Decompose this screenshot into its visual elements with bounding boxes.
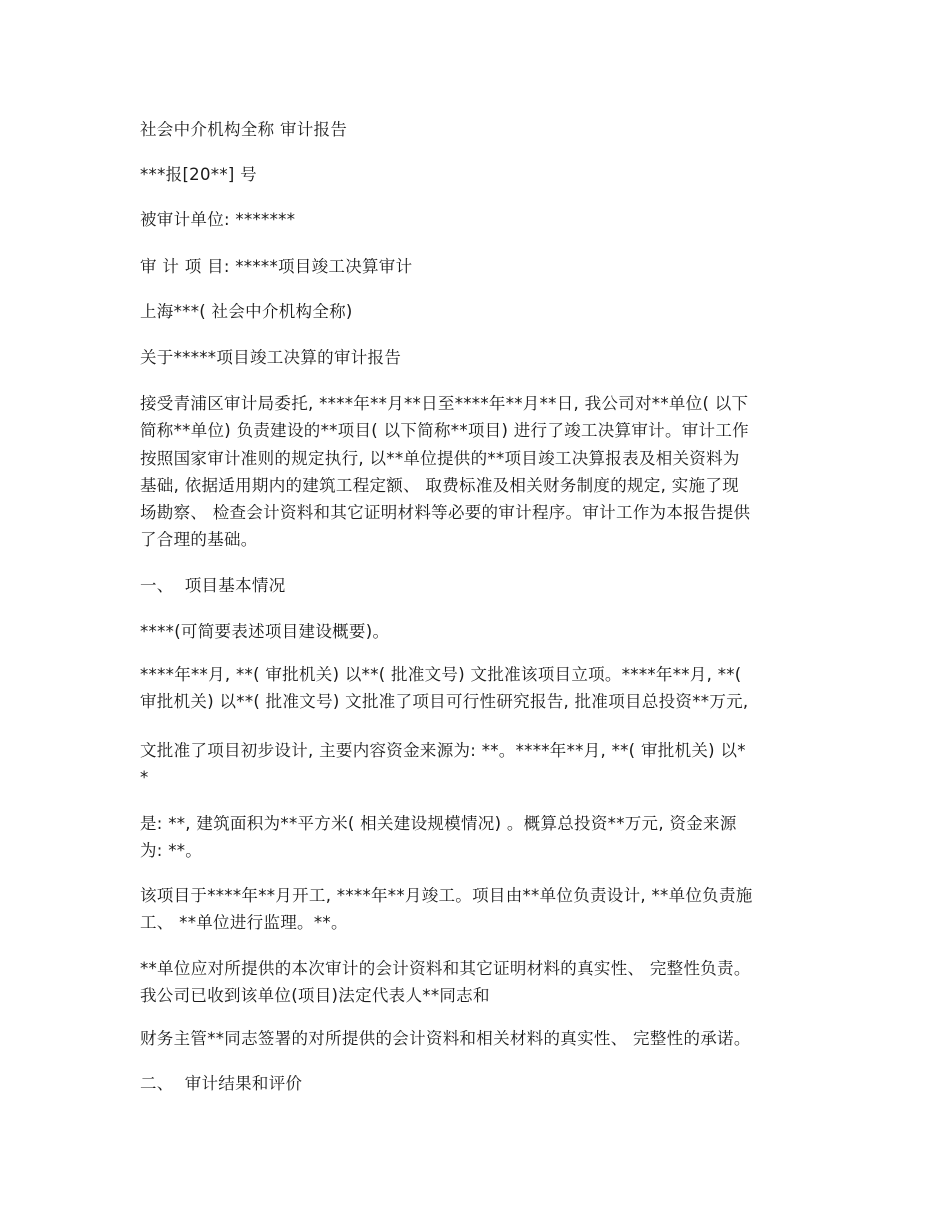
section-1-heading: 一、 项目基本情况: [140, 576, 286, 595]
intro-line: 基础, 依据适用期内的建筑工程定额、 取费标准及相关财务制度的规定, 实施了现: [140, 475, 739, 495]
design-line: *: [140, 768, 149, 788]
intro-line: 场勘察、 检查会计资料和其它证明材料等必要的审计程序。审计工作为本报告提供: [140, 503, 751, 523]
issuer: 上海***( 社会中介机构全称): [140, 302, 353, 321]
project-summary: ****(可简要表述项目建设概要)。: [140, 622, 390, 641]
intro-line: 接受青浦区审计局委托, ****年**月**日至****年**月**日, 我公司对**单位( 以下: [140, 394, 749, 413]
responsibility-line: 我公司已收到该单位(项目)法定代表人**同志和: [140, 986, 490, 1006]
design-paragraph: [140, 737, 812, 792]
audit-project: 审 计 项 目: *****项目竣工决算审计: [140, 257, 413, 276]
intro-line: 简称**单位) 负责建设的**项目( 以下简称**项目) 进行了竣工决算审计。审计工作: [140, 421, 749, 441]
responsibility-paragraph: [140, 955, 812, 1010]
commitment-text: 财务主管**同志签署的对所提供的会计资料和相关材料的真实性、 完整性的承诺。: [140, 1029, 751, 1048]
report-number: ***报[20**] 号: [140, 165, 257, 184]
approval-line: 审批机关) 以**( 批准文号) 文批准了项目可行性研究报告, 批准项目总投资**万元,: [140, 692, 749, 712]
approval-line: ****年**月, **( 审批机关) 以**( 批准文号) 文批准该项目立项。****年**月, **(: [140, 665, 742, 684]
responsibility-line: **单位应对所提供的本次审计的会计资料和其它证明材料的真实性、 完整性负责。: [140, 959, 751, 978]
intro-line: 按照国家审计准则的规定执行, 以**单位提供的**项目竣工决算报表及相关资料为: [140, 448, 740, 468]
org-title: 社会中介机构全称 审计报告: [140, 120, 348, 139]
section-2-heading: 二、 审计结果和评价: [140, 1074, 303, 1093]
audited-unit: 被审计单位: *******: [140, 210, 296, 229]
intro-line: 了合理的基础。: [140, 530, 258, 550]
scale-line: 是: **, 建筑面积为**平方米( 相关建设规模情况) 。概算总投资**万元, 资金来源: [140, 814, 737, 833]
intro-paragraph: [140, 390, 812, 554]
construction-paragraph: [140, 882, 812, 937]
design-line: 文批准了项目初步设计, 主要内容资金来源为: **。****年**月, **( 审批机关) 以*: [140, 741, 746, 760]
scale-paragraph: [140, 810, 812, 865]
approval-paragraph: [140, 661, 812, 716]
report-title: 关于*****项目竣工决算的审计报告: [140, 348, 402, 367]
scale-line: 为: **。: [140, 841, 203, 861]
construction-line: 该项目于****年**月开工, ****年**月竣工。项目由**单位负责设计, **单位负责施: [140, 886, 753, 905]
construction-line: 工、 **单位进行监理。**。: [140, 913, 348, 933]
